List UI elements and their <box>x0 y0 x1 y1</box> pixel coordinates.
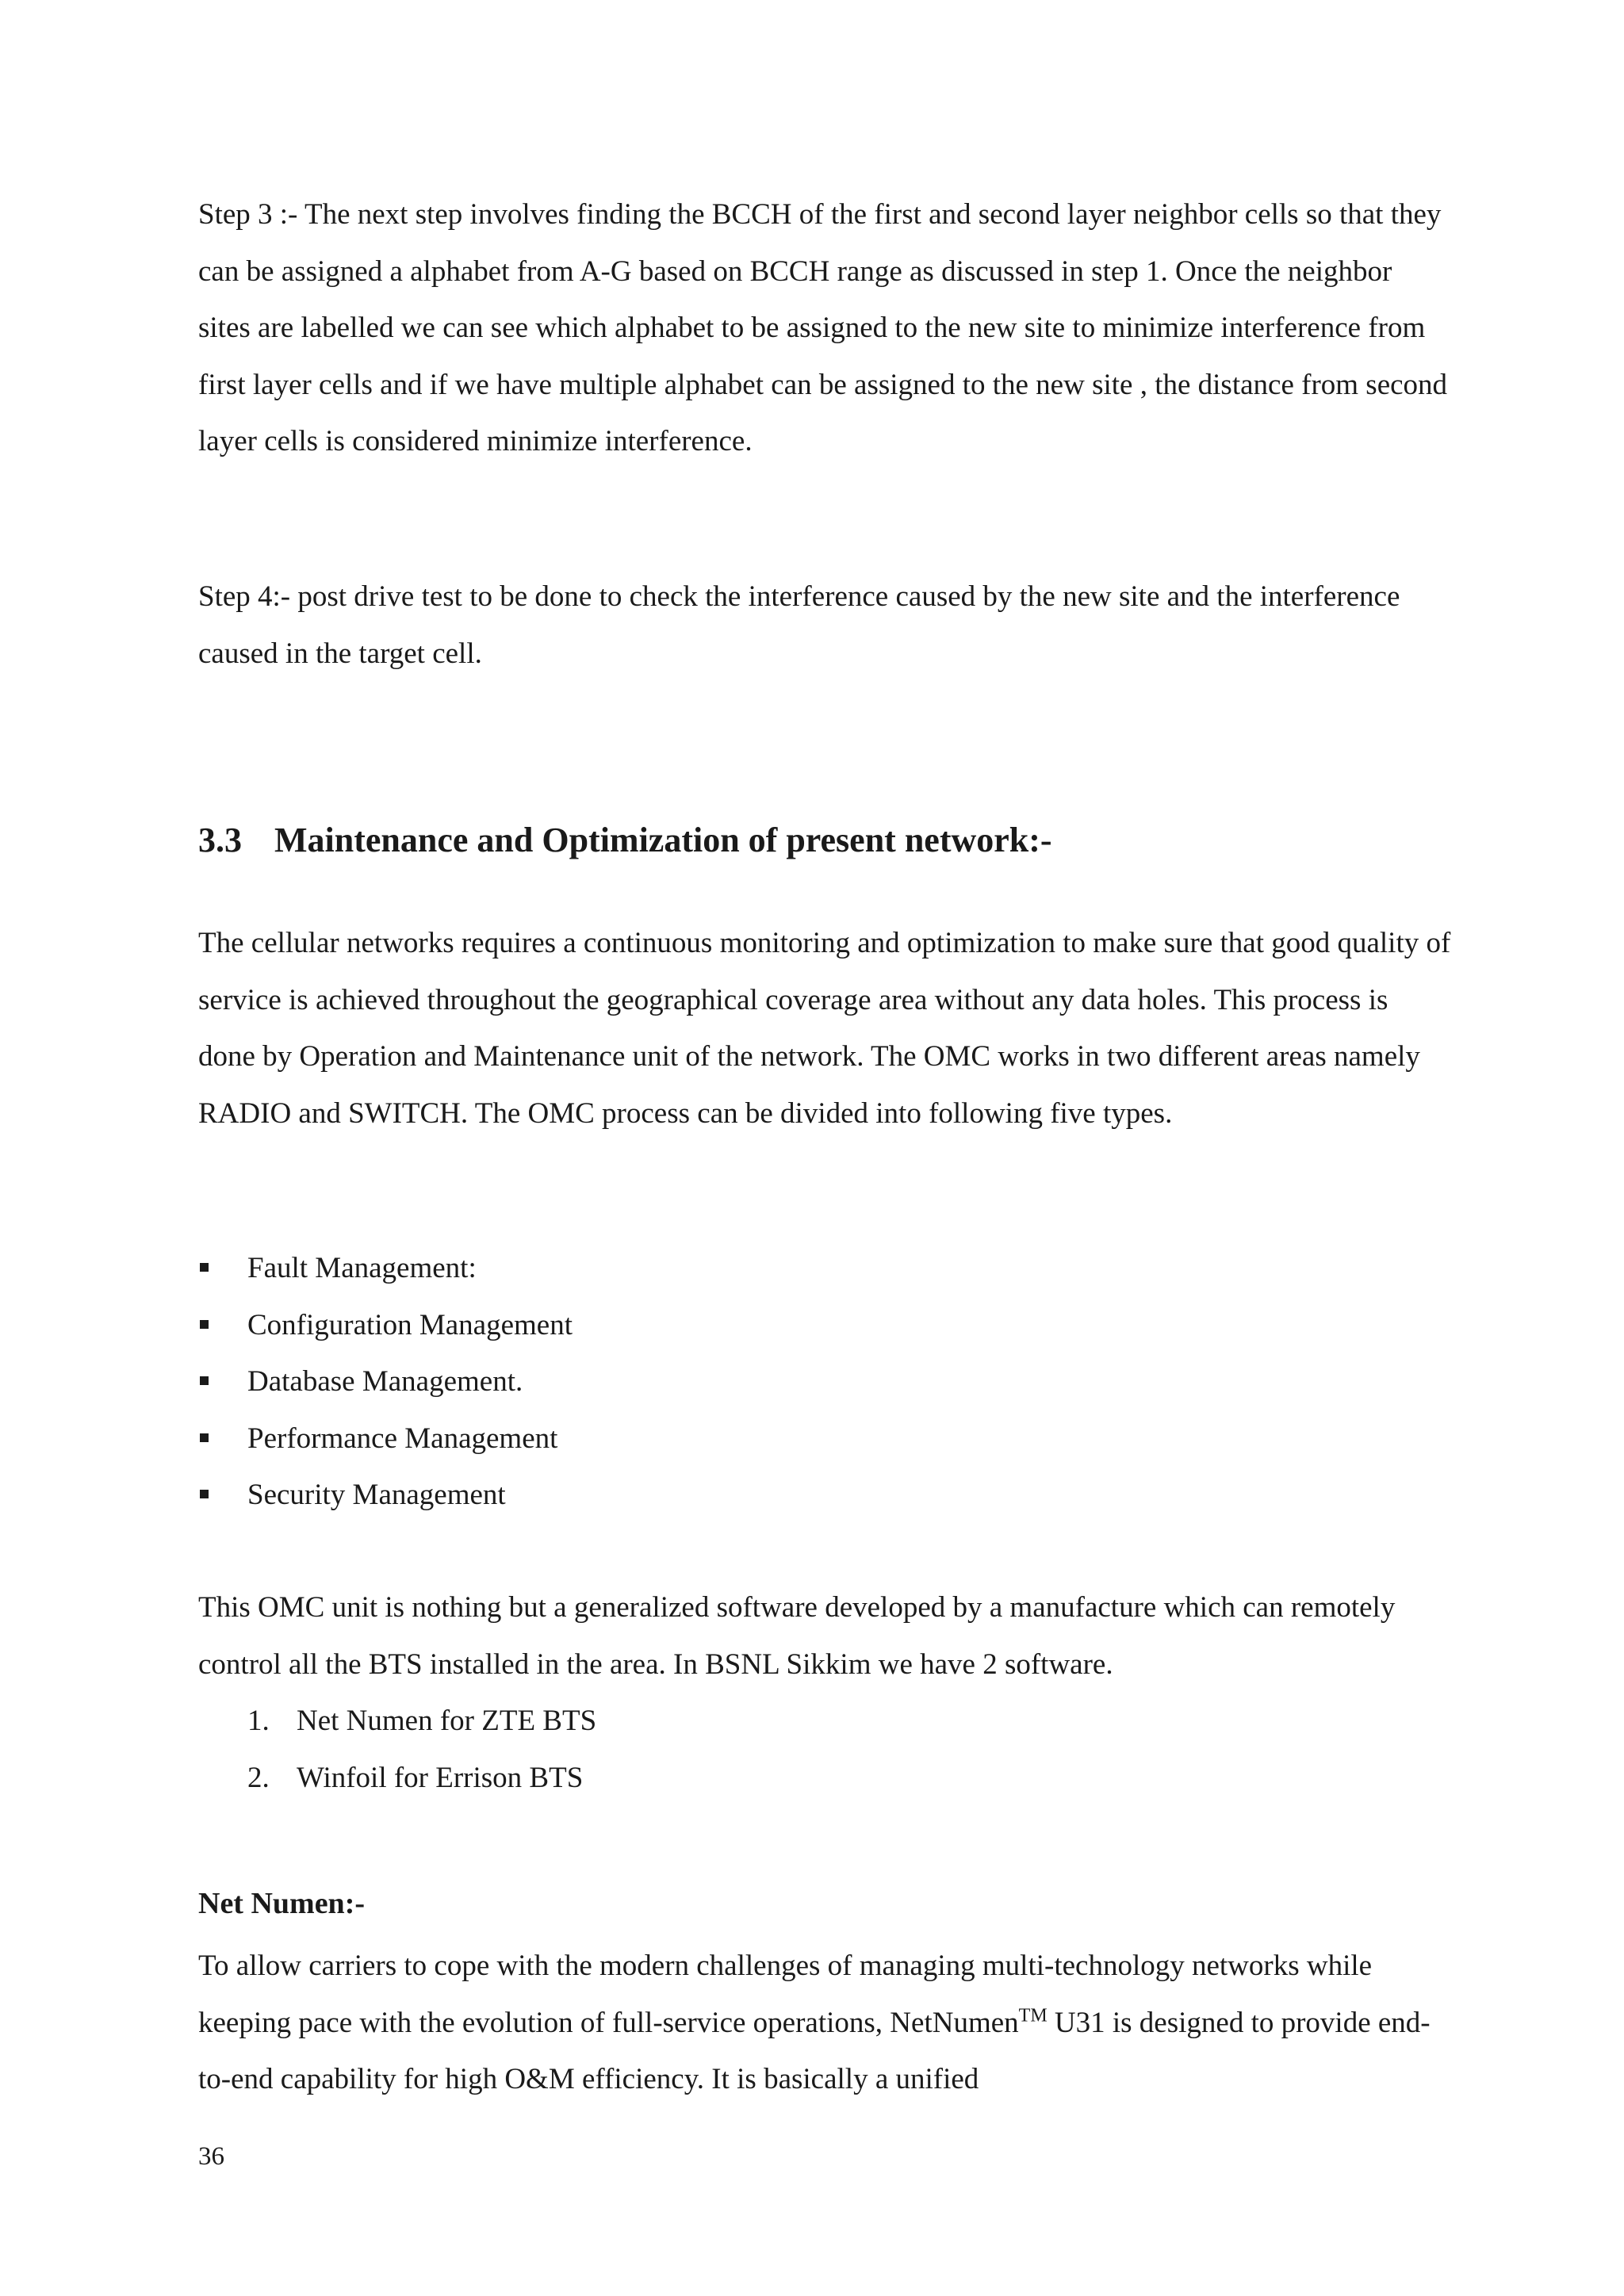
intro-paragraph: The cellular networks requires a continuous monitoring and optimization to make sure that good quality of service is achieved throughout the geographical coverage area without any data holes. This process is done by Operation and Maintenance unit of the network. The OMC works in two different areas namely RADIO and SWITCH. The OMC process can be divided into following five types. <box>198 927 1451 1130</box>
management-types-list <box>198 1240 573 1524</box>
bullet-square-icon <box>200 1490 209 1498</box>
list-item: Database Management. <box>198 1353 573 1410</box>
bullet-square-icon <box>200 1263 209 1272</box>
bullet-square-icon <box>200 1433 209 1442</box>
trademark-superscript: TM <box>1018 2005 1048 2026</box>
list-item: Fault Management: <box>198 1240 573 1297</box>
step4-paragraph: Step 4:- post drive test to be done to check the interference caused by the new site and the interference caused in the target cell. <box>198 580 1400 670</box>
list-item: 1. Net Numen for ZTE BTS <box>247 1705 597 1737</box>
section-title: Maintenance and Optimization of present network:- <box>274 821 1052 859</box>
list-item: 2. Winfoil for Errison BTS <box>247 1761 584 1794</box>
page-number: 36 <box>198 2142 224 2171</box>
netnumen-paragraph: To allow carriers to cope with the modern challenges of managing multi-technology networks while keeping pace with the evolution of full-service operations, NetNumen™ U31 is designed to provide end-to-end capability for high O&M efficiency. It is basically a unified <box>198 1950 1431 2095</box>
list-item: Performance Management <box>198 1410 573 1468</box>
omc-paragraph: This OMC unit is nothing but a generalized software developed by a manufacture which can remotely control all the BTS installed in the area. In BSNL Sikkim we have 2 software. <box>198 1591 1396 1681</box>
section-heading <box>198 820 1052 860</box>
bullet-square-icon <box>200 1320 209 1329</box>
software-list <box>247 1693 596 1806</box>
step3-paragraph: Step 3 :- The next step involves finding the BCCH of the first and second layer neighbor cells so that they can be assigned a alphabet from A-G based on BCCH range as discussed in step 1. Once the neighbor sites are labelled we can see which alphabet to be assigned to the new site to minimize interference from first layer cells and if we have multiple alphabet can be assigned to the new site , the distance from second layer cells is considered minimize interference. <box>198 198 1448 457</box>
netnumen-heading: Net Numen:- <box>198 1887 366 1920</box>
bullet-square-icon <box>200 1376 209 1385</box>
list-item: Configuration Management <box>198 1297 573 1354</box>
list-item: Security Management <box>198 1467 573 1524</box>
section-number: 3.3 <box>198 821 242 859</box>
